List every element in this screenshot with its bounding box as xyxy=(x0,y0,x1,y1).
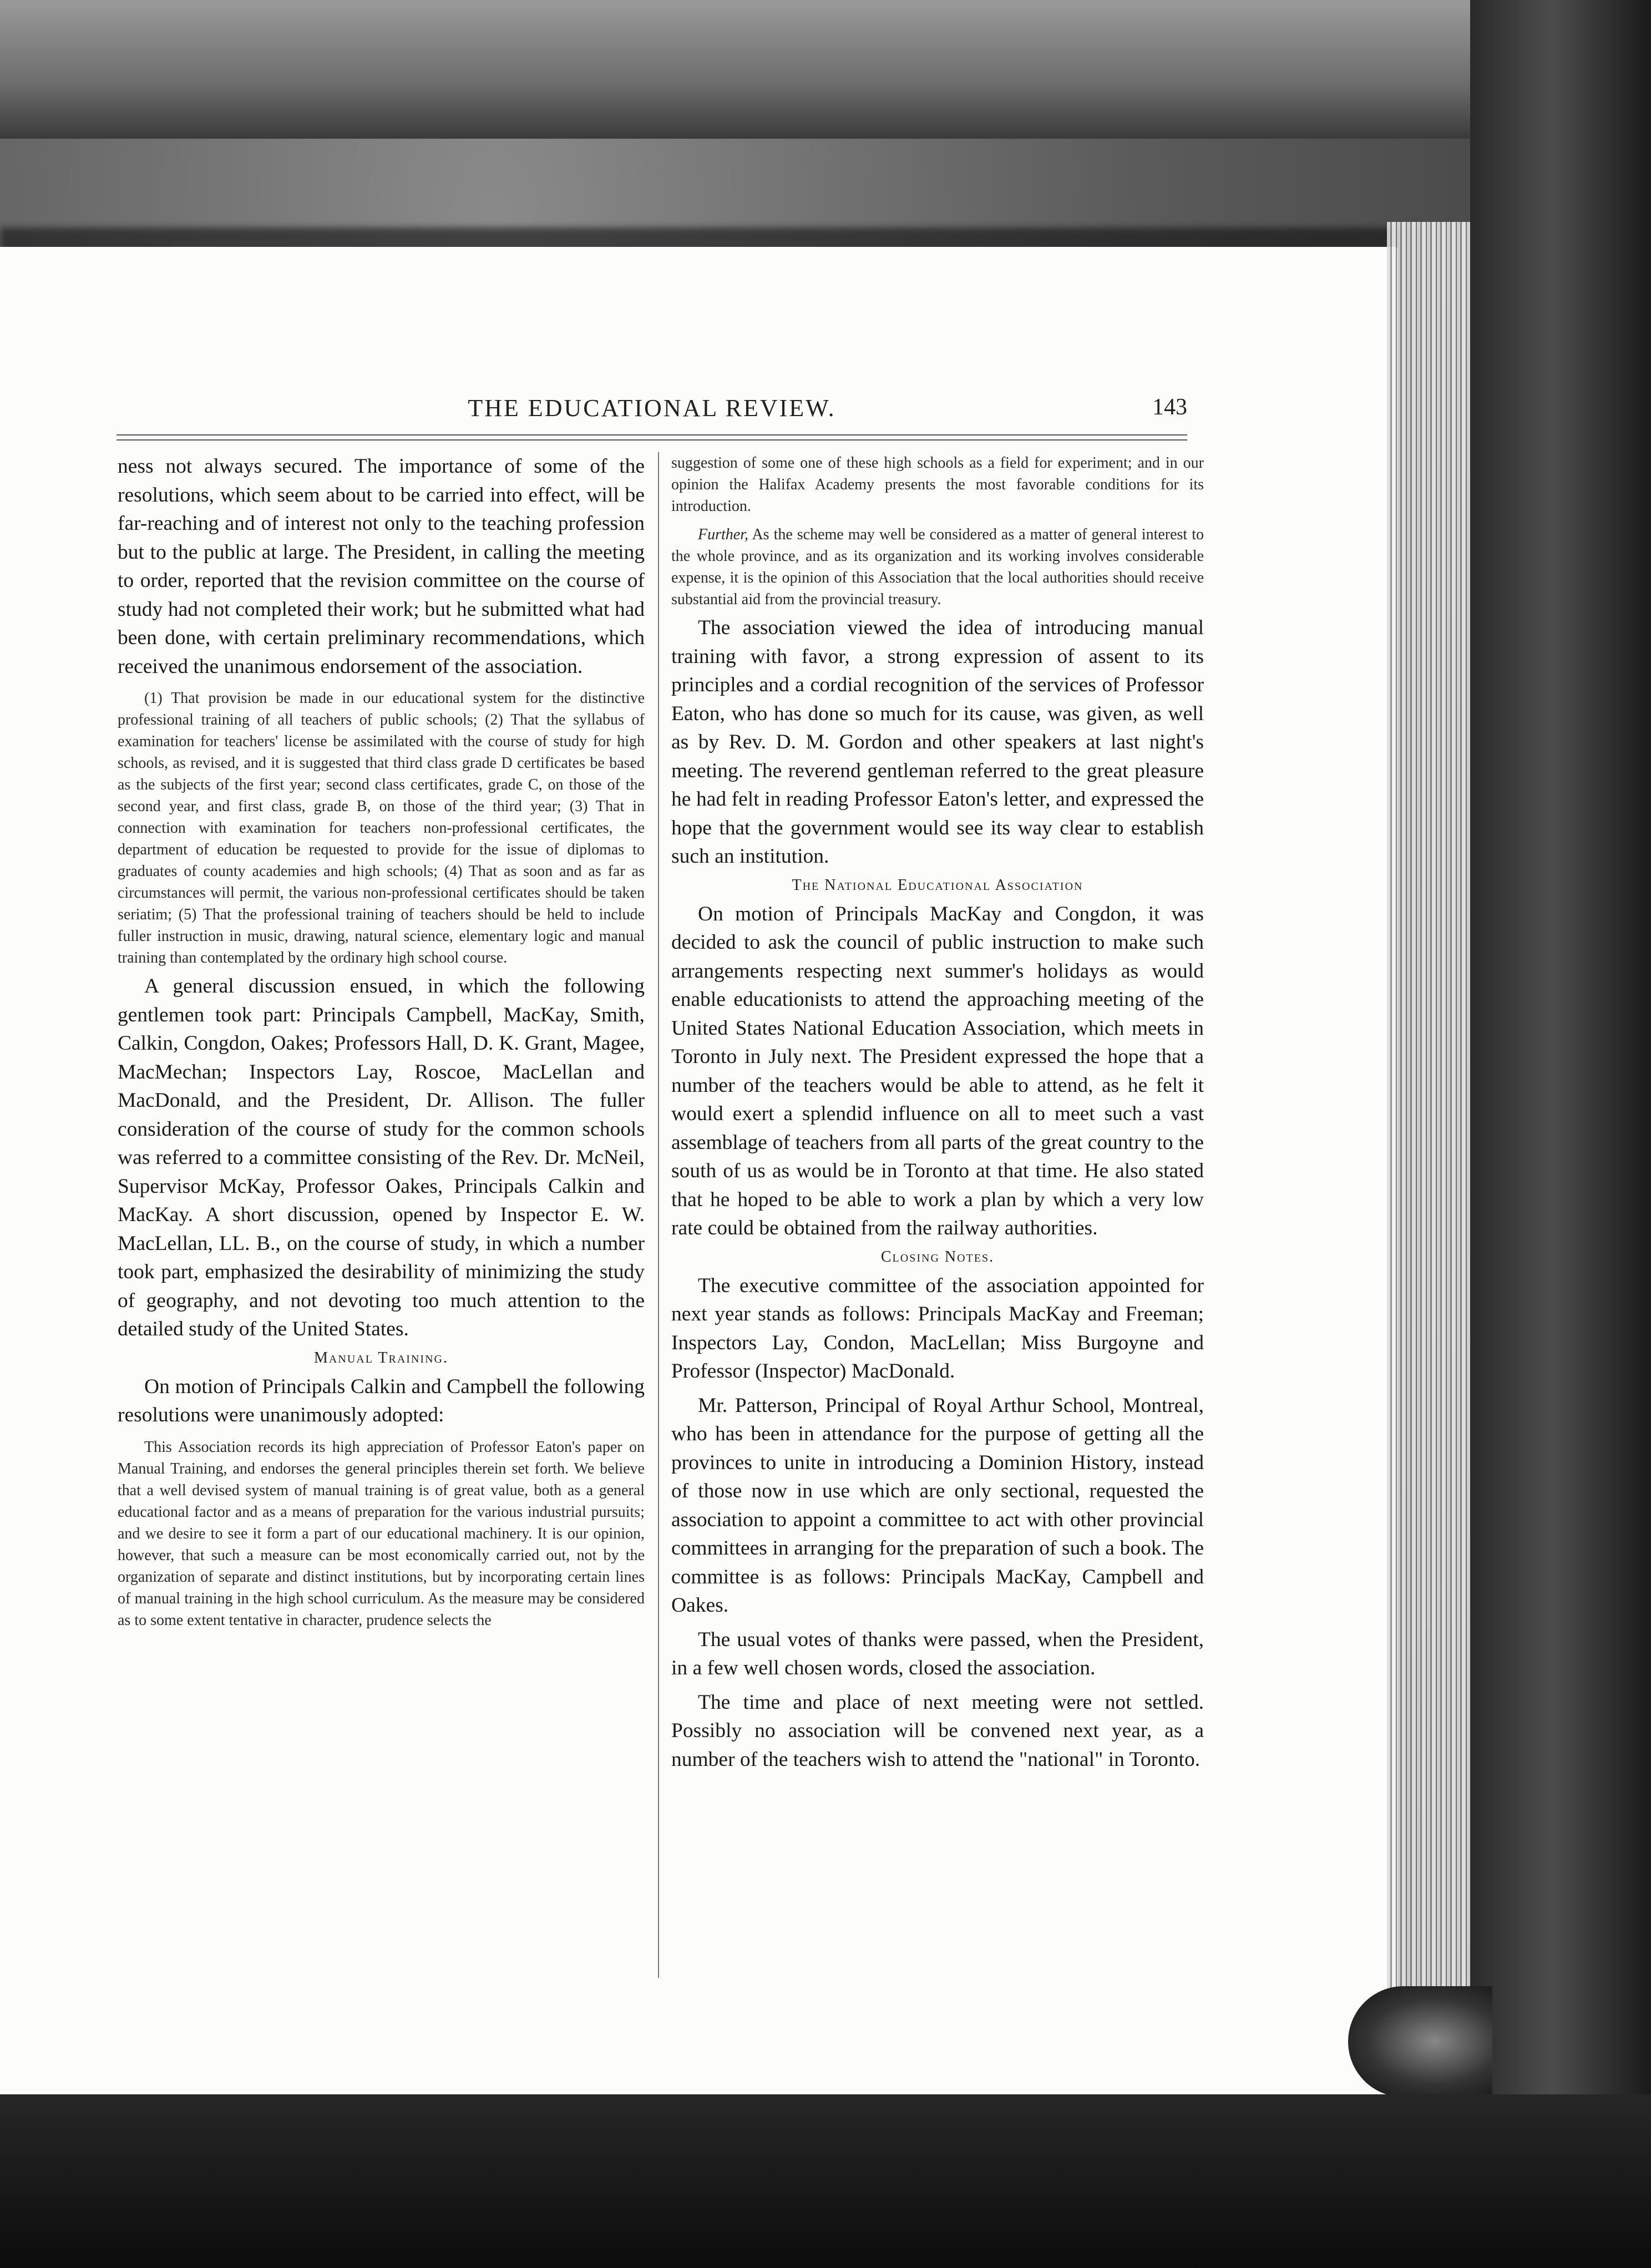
book-clamp xyxy=(1348,1986,1492,2097)
resolution-text: This Association records its high appreciation of Professor Eaton's paper on Manual Training, and endorses the general principles therein set forth. We believe that a well devised system of manual training is of great value, both as a general educational factor and as a means of preparation for the various industrial pursuits; and we desire to see it form a part of our educational machinery. It is our opinion, however, that such a measure can be most economically carried out, not by the organization of separate and distinct institutions, but by incorporating certain lines of manual training in the high school curriculum. As the measure may be considered as to some extent tentative in character, prudence selects the xyxy=(118,1438,645,1629)
header-rule-top xyxy=(117,434,1187,436)
film-border-top xyxy=(0,0,1651,139)
paragraph: Mr. Patterson, Principal of Royal Arthur School, Montreal, who has been in attendance for the purpose of getting all the provinces to unite in introducing a Dominion History, instead of those now in use which are only sectional, requested the association to appoint a committee to act with other provincial committees in arranging for the preparation of such a book. The committee is as follows: Principals MacKay, Campbell and Oakes. xyxy=(671,1394,1204,1617)
page-edges xyxy=(1387,222,1470,2069)
resolution-continued: suggestion of some one of these high schools as a field for experiment; and in our opinion the Halifax Academy presents the most favorable conditions for its introduction. xyxy=(671,454,1204,515)
further-text: As the scheme may well be considered as a matter of general interest to the whole province, and as its organization and its working involves considerable expense, it is the opinion of this Association that the local authorities should receive substantial aid from the provincial treasury. xyxy=(671,526,1204,608)
section-heading-closing: Closing Notes. xyxy=(880,1248,995,1265)
paragraph: The association viewed the idea of introducing manual training with favor, a strong expression of assent to its principles and a cordial recognition of the services of Professor Eaton, who has done so much for its cause, was given, as well as by Rev. D. M. Gordon and other speakers at last night's meeting. The reverend gentleman referred to the great pleasure he had felt in reading Professor Eaton's letter, and expressed the hope that the government would see its way clear to establish such an institution. xyxy=(671,616,1204,868)
left-column xyxy=(118,452,645,1994)
journal-title: THE EDUCATIONAL REVIEW. xyxy=(468,394,836,422)
paragraph: The usual votes of thanks were passed, when the President, in a few well chosen words, closed the association. xyxy=(671,1628,1204,1679)
further-label: Further, xyxy=(698,526,748,543)
paragraph: ness not always secured. The importance of some of the resolutions, which seem about to be carried into effect, will be far-reaching and of interest not only to the teaching profession but to the public at large. The President, in calling the meeting to order, reported that the revision committee on the course of study had not completed their work; but he submitted what had been done, with certain preliminary recommendations, which received the unanimous endorsement of the association. xyxy=(118,455,645,678)
film-border-right xyxy=(1470,0,1651,2268)
column-divider xyxy=(658,452,659,1978)
section-heading-national: The National Educational Association xyxy=(792,876,1083,894)
right-column xyxy=(671,452,1204,1994)
paragraph: The executive committee of the association appointed for next year stands as follows: Principals MacKay and Freeman; Inspectors Lay, Condon, MacLellan; Miss Burgoyne and Professor (Inspector) MacDonald. xyxy=(671,1274,1204,1383)
paragraph: The time and place of next meeting were not settled. Possibly no association will be convened next year, as a number of the teachers wish to attend the "national" in Toronto. xyxy=(671,1690,1204,1771)
further-resolution xyxy=(671,524,1204,610)
header-rule-bottom xyxy=(117,439,1187,441)
section-heading-manual-training: Manual Training. xyxy=(314,1349,448,1366)
recommendations-text: (1) That provision be made in our educational system for the distinctive professional training of all teachers of public schools; (2) That the syllabus of examination for teachers' license be assimilated with the course of study for high schools, as revised, and it is suggested that third class grade D certificates be based as the subjects of the first year; second class certificates, grade C, on those of the second year, and first class, grade B, on those of the third year; (3) That in connection with examination for teachers non-professional certificates, the department of education be requested to provide for the issue of diplomas to graduates of county academies and high schools; (4) That as soon and as far as circumstances will permit, the various non-professional certificates should be taken seriatim; (5) That the professional training of teachers should be held to include fuller instruction in music, drawing, natural science, elementary logic and manual training than contemplated by the ordinary high school course. xyxy=(118,690,645,966)
paragraph: On motion of Principals MacKay and Congdon, it was decided to ask the council of public instruction to make such arrangements respecting next summer's holidays as would enable educationists to attend the approaching meeting of the United States National Education Association, which meets in Toronto in July next. The President expressed the hope that a number of the teachers would be able to attend, as he felt it would exert a splendid influence on all to meet such a vast assemblage of teachers from all parts of the great country to the south of us as would be in Toronto at that time. He also stated that he hoped to be able to work a plan by which a very low rate could be obtained from the railway authorities. xyxy=(671,902,1204,1239)
paragraph: A general discussion ensued, in which the following gentlemen took part: Principals Campbell, MacKay, Smith, Calkin, Congdon, Oakes; Professors Hall, D. K. Grant, Magee, MacMechan; Inspectors Lay, Roscoe, MacLellan and MacDonald, and the President, Dr. Allison. The fuller consideration of the course of study for the common schools was referred to a committee consisting of the Rev. Dr. McNeil, Supervisor McKay, Professor Oakes, Principals Calkin and MacKay. A short discussion, opened by Inspector E. W. MacLellan, LL. B., on the course of study, in which a number took part, emphasized the desirability of minimizing the study of geography, and not devoting too much attention to the detailed study of the United States. xyxy=(118,975,645,1340)
paragraph: On motion of Principals Calkin and Campbell the following resolutions were unanimously adopted: xyxy=(118,1375,645,1426)
page-number: 143 xyxy=(1152,394,1187,420)
film-border-bottom xyxy=(0,2094,1651,2268)
running-head xyxy=(117,394,1187,433)
